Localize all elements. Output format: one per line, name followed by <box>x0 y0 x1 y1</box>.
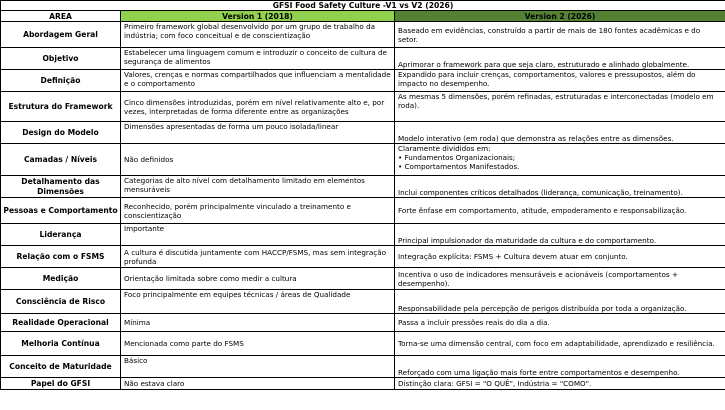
row-v2-cell <box>395 144 725 176</box>
row-area: Medição <box>1 268 121 290</box>
table-row <box>1 70 725 92</box>
row-area: Realidade Operacional <box>1 314 121 332</box>
row-area: Pessoas e Comportamento <box>1 198 121 224</box>
header-row <box>1 11 725 22</box>
row-v1: Estabelecer uma linguagem comum e introduzir o conceito de cultura de segurança de alimentos <box>121 48 395 70</box>
table-row <box>1 122 725 144</box>
row-v2: Expandido para incluir crenças, comportamentos, valores e pressupostos, além do impacto no desempenho. <box>395 70 725 92</box>
row-v1: Não estava claro <box>121 378 395 390</box>
row-area: Estrutura do Framework <box>1 92 121 122</box>
row-v2: Torna-se uma dimensão central, com foco em adaptabilidade, aprendizado e resiliência. <box>395 332 725 356</box>
table-row <box>1 356 725 378</box>
header-area: AREA <box>1 11 121 22</box>
row-area: Detalhamento das Dimensões <box>1 176 121 198</box>
row-v2: Claramente divididos em: <box>398 144 491 153</box>
header-version-2: Version 2 (2026) <box>395 11 725 22</box>
row-area: Relação com o FSMS <box>1 246 121 268</box>
row-v1: Básico <box>121 356 395 378</box>
row-v2: Passa a incluir pressões reais do dia a dia. <box>395 314 725 332</box>
table-row <box>1 22 725 48</box>
row-v2: Inclui componentes críticos detalhados (liderança, comunicação, treinamento). <box>395 176 725 198</box>
table-row <box>1 246 725 268</box>
row-v2: Aprimorar o framework para que seja claro, estruturado e alinhado globalmente. <box>395 48 725 70</box>
table-row <box>1 198 725 224</box>
row-v1: Primeiro framework global desenvolvido por um grupo de trabalho da indústria; com foco conceitual e de conscientização <box>121 22 395 48</box>
row-area: Design do Modelo <box>1 122 121 144</box>
table-row <box>1 48 725 70</box>
table-row <box>1 268 725 290</box>
row-v2: Responsabilidade pela percepção de perigos distribuída por toda a organização. <box>395 290 725 314</box>
row-v2: As mesmas 5 dimensões, porém refinadas, estruturadas e interconectadas (modelo em roda). <box>395 92 725 122</box>
row-v1: Categorias de alto nível com detalhamento limitado em elementos mensuráveis <box>121 176 395 198</box>
row-area: Papel do GFSI <box>1 378 121 390</box>
table-row <box>1 92 725 122</box>
table-title: GFSI Food Safety Culture -V1 vs V2 (2026) <box>1 1 725 11</box>
row-v1: Reconhecido, porém principalmente vinculado a treinamento e conscientização <box>121 198 395 224</box>
row-v2: Reforçado com uma ligação mais forte entre comportamentos e desempenho. <box>395 356 725 378</box>
row-v2: Incentiva o uso de indicadores mensuráveis e acionáveis (comportamentos + desempenho). <box>395 268 725 290</box>
row-area: Abordagem Geral <box>1 22 121 48</box>
table-row <box>1 290 725 314</box>
row-v2: Principal impulsionador da maturidade da cultura e do comportamento. <box>395 224 725 246</box>
row-v1: Importante <box>121 224 395 246</box>
row-v2: Forte ênfase em comportamento, atitude, empoderamento e responsabilização. <box>395 198 725 224</box>
row-area: Liderança <box>1 224 121 246</box>
row-v1: Mencionada como parte do FSMS <box>121 332 395 356</box>
table-row <box>1 378 725 390</box>
row-v1: Não definidos <box>121 144 395 176</box>
row-v1: Valores, crenças e normas compartilhados que influenciam a mentalidade e o comportamento <box>121 70 395 92</box>
row-area: Melhoria Contínua <box>1 332 121 356</box>
row-v1: Foco principalmente em equipes técnicas / áreas de Qualidade <box>121 290 395 314</box>
list-item: • Fundamentos Organizacionais; <box>398 153 516 162</box>
table-row <box>1 176 725 198</box>
row-area: Definição <box>1 70 121 92</box>
table-row <box>1 224 725 246</box>
list-item: • Comportamentos Manifestados. <box>398 162 520 171</box>
row-v1: Mínima <box>121 314 395 332</box>
title-row <box>1 1 725 11</box>
table-row <box>1 314 725 332</box>
row-v2: Integração explícita: FSMS + Cultura devem atuar em conjunto. <box>395 246 725 268</box>
row-v1: Orientação limitada sobre como medir a cultura <box>121 268 395 290</box>
row-v1: Dimensões apresentadas de forma um pouco isolada/linear <box>121 122 395 144</box>
row-area: Camadas / Níveis <box>1 144 121 176</box>
row-v1: A cultura é discutida juntamente com HACCP/FSMS, mas sem integração profunda <box>121 246 395 268</box>
header-version-1: Version 1 (2018) <box>121 11 395 22</box>
row-area: Conceito de Maturidade <box>1 356 121 378</box>
row-v1: Cinco dimensões introduzidas, porém em nível relativamente alto e, por vezes, interpretadas de forma diferente entre as organizações <box>121 92 395 122</box>
row-v2: Modelo interativo (em roda) que demonstra as relações entre as dimensões. <box>395 122 725 144</box>
row-area: Consciência de Risco <box>1 290 121 314</box>
row-v2: Baseado em evidências, construído a partir de mais de 180 fontes acadêmicas e do setor. <box>395 22 725 48</box>
table-row <box>1 144 725 176</box>
table-row <box>1 332 725 356</box>
row-v2: Distinção clara: GFSI = "O QUÊ", Indústria = "COMO". <box>395 378 725 390</box>
row-area: Objetivo <box>1 48 121 70</box>
